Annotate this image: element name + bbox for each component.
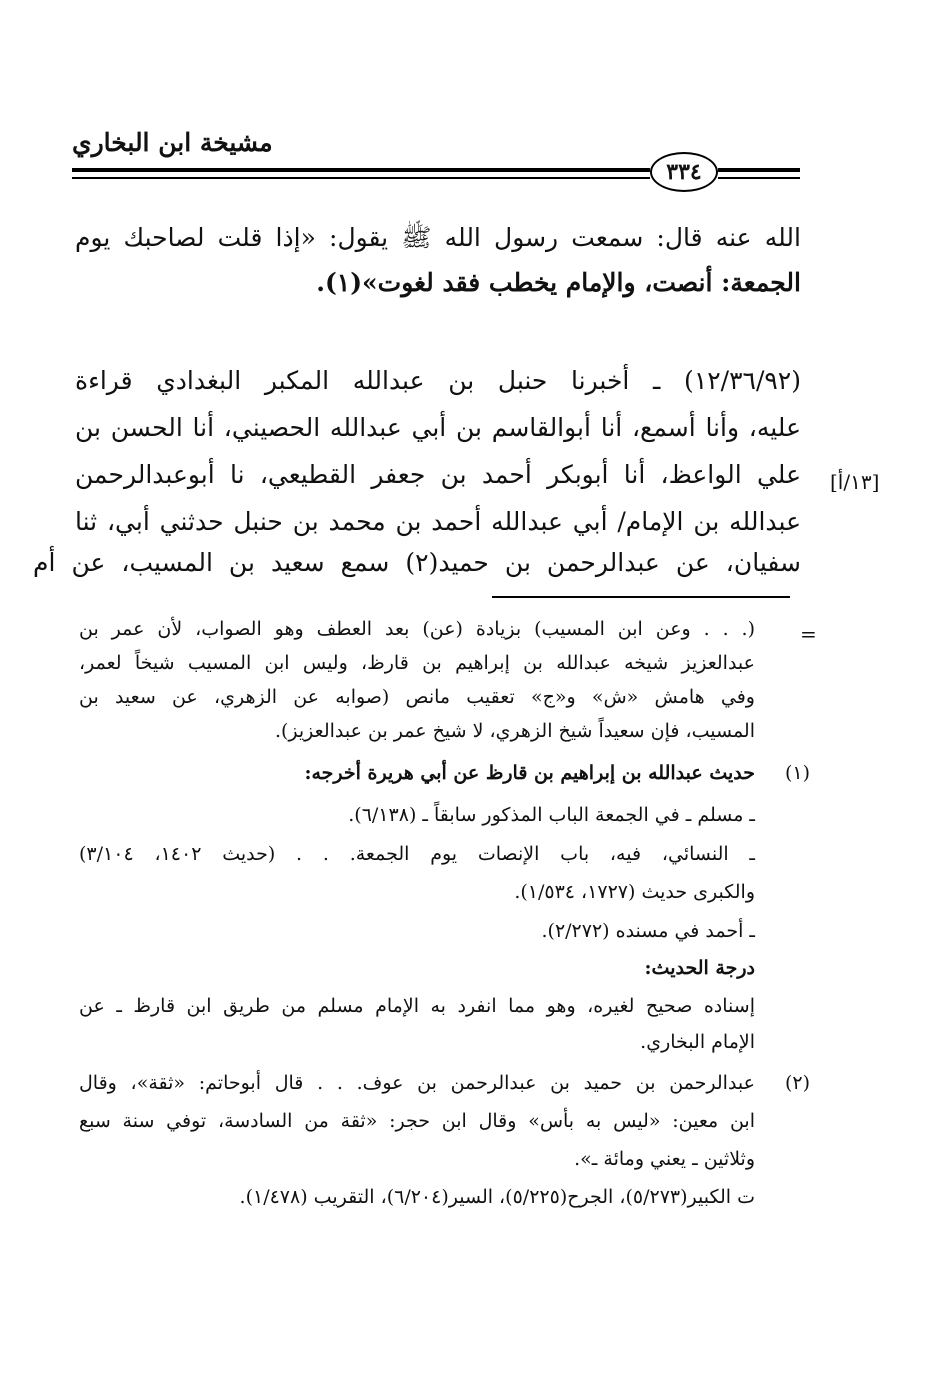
footnote-line: والكبرى حديث (١٧٢٧، ١/٥٣٤). <box>514 881 755 903</box>
footnote-line: الإمام البخاري. <box>640 1031 755 1053</box>
continuation-mark: = <box>800 622 817 646</box>
main-text-line: الجمعة: أنصت، والإمام يخطب فقد لغوت»(١). <box>316 268 801 297</box>
header-rule-thick-right <box>718 168 800 172</box>
footnote-line: إسناده صحيح لغيره، وهو مما انفرد به الإمام مسلم من طريق ابن قارظ ـ عن <box>79 995 755 1017</box>
main-text-line: الله عنه قال: سمعت رسول الله ﷺ يقول: «إذا قلت لصاحبك يوم <box>75 223 801 252</box>
header-rule-thick <box>72 168 650 172</box>
footnote-line: ـ النسائي، فيه، باب الإنصات يوم الجمعة. . . (حديث ١٤٠٢، ٣/١٠٤) <box>79 843 755 865</box>
footnote-subheading: درجة الحديث: <box>644 957 755 979</box>
footnote-separator <box>492 596 790 598</box>
footnote-line: ابن معين: «ليس به بأس» وقال ابن حجر: «ثقة من السادسة، توفي سنة سبع <box>79 1110 755 1132</box>
footnote-line: (. . . وعن ابن المسيب) بزيادة (عن) بعد العطف وهو الصواب، لأن عمر بن <box>79 618 755 640</box>
page-number: ٣٣٤ <box>650 152 718 192</box>
margin-manuscript-reference: [١٣/أ] <box>830 470 880 494</box>
header-rule-thin <box>72 177 650 179</box>
header-rule-thin-right <box>718 177 800 179</box>
footnote-line: ـ مسلم ـ في الجمعة الباب المذكور سابقاً ـ (٦/١٣٨). <box>348 804 755 826</box>
book-title: مشيخة ابن البخاري <box>72 128 273 157</box>
footnote-line: عبدالعزيز شيخه عبدالله بن إبراهيم بن قارظ، وليس ابن المسيب شيخاً لعمر، <box>79 652 755 674</box>
footnote-number: (١) <box>784 762 810 784</box>
hadith-line: علي الواعظ، أنا أبوبكر أحمد بن جعفر القطيعي، نا أبوعبدالرحمن <box>75 460 801 489</box>
footnote-line: وفي هامش «ش» و«ج» تعقيب مانص (صوابه عن الزهري، عن سعيد بن <box>79 686 755 708</box>
footnote-line: وثلاثين ـ يعني ومائة ـ». <box>574 1148 755 1170</box>
hadith-line: عليه، وأنا أسمع، أنا أبوالقاسم بن أبي عبدالله الحصيني، أنا الحسن بن <box>75 413 801 442</box>
hadith-line: عبدالله بن الإمام/ أبي عبدالله أحمد بن محمد بن حنبل حدثني أبي، ثنا <box>75 507 801 536</box>
footnote-line: ت الكبير(٥/٢٧٣)، الجرح(٥/٢٢٥)، السير(٦/٢٠٤)، التقريب (١/٤٧٨). <box>239 1186 755 1208</box>
footnote-number: (٢) <box>784 1072 810 1094</box>
footnote-line: عبدالرحمن بن حميد بن عبدالرحمن بن عوف. . . قال أبوحاتم: «ثقة»، وقال <box>79 1072 755 1094</box>
footnote-heading: حديث عبدالله بن إبراهيم بن قارظ عن أبي هريرة أخرجه: <box>304 762 755 784</box>
footnote-line: ـ أحمد في مسنده (٢/٢٧٢). <box>541 920 755 942</box>
hadith-line: سفيان، عن عبدالرحمن بن حميد(٢) سمع سعيد بن المسيب، عن أم <box>33 548 801 577</box>
hadith-line: (١٢/٣٦/٩٢) ـ أخبرنا حنبل بن عبدالله المكبر البغدادي قراءة <box>75 366 801 395</box>
footnote-line: المسيب، فإن سعيداً شيخ الزهري، لا شيخ عمر بن عبدالعزيز). <box>274 720 755 742</box>
